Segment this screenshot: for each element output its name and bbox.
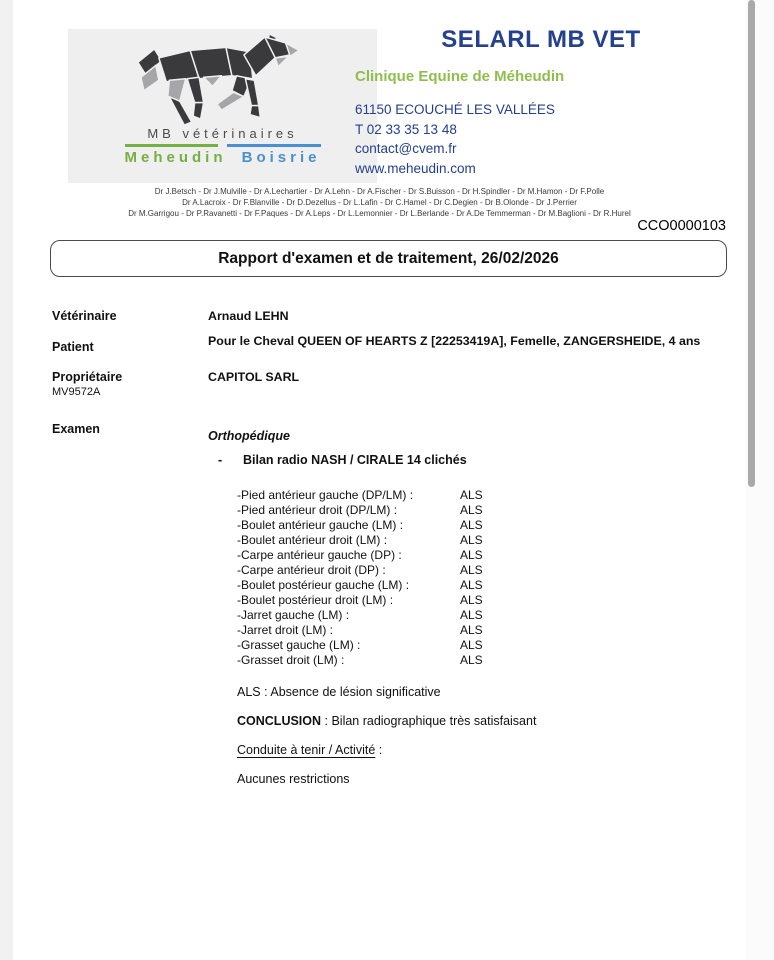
clinic-address: 61150 ECOUCHÉ LES VALLÉES [355,102,555,117]
exam-item-row [237,638,733,653]
exam-item-label: -Pied antérieur droit (DP/LM) : [237,503,398,517]
exam-bullet-item [218,453,733,467]
exam-item-value: ALS [460,518,483,532]
clinic-contact-block [355,100,727,178]
document-page [13,0,746,960]
exam-item-value: ALS [460,563,483,577]
org-name: SELARL MB VET [441,26,641,53]
exam-item-label: -Boulet antérieur droit (LM) : [237,533,388,547]
exam-item-value: ALS [460,653,483,667]
exam-item-row [237,653,733,668]
exam-item-value: ALS [460,623,483,637]
field-row-veterinarian [52,309,721,323]
logo-brand-names [125,149,321,166]
field-label: Vétérinaire [52,309,117,323]
exam-item-row [237,503,733,518]
doctors-list [13,186,746,219]
doctors-line: Dr M.Garrigou - Dr P.Ravanetti - Dr F.Paques - Dr A.Leps - Dr L.Lemonnier - Dr L.Berlande - Dr A.De Temmerman - Dr M.Baglioni - Dr R.Hurel [128,209,631,218]
exam-item-label: -Boulet antérieur gauche (LM) : [237,518,404,532]
conduct-suffix: : [375,743,383,757]
conclusion-label: CONCLUSION [237,714,322,728]
horse-logo-icon [97,34,349,128]
exam-item-row [237,593,733,608]
clinic-header [355,26,727,178]
exam-item-label: -Carpe antérieur gauche (DP) : [237,548,402,562]
bullet-dash: - [218,453,223,467]
exam-item-row [237,578,733,593]
field-value: CAPITOL SARL [208,370,300,384]
field-row-owner [52,370,721,398]
owner-code: MV9572A [52,386,101,398]
owner-label: Propriétaire [52,370,123,384]
activity-note: Aucunes restrictions [237,772,350,786]
conclusion-line [237,714,733,728]
exam-item-value: ALS [460,608,483,622]
exam-item-value: ALS [460,638,483,652]
clinic-email: contact@cvem.fr [355,141,457,156]
report-title-box [50,240,727,277]
field-value: Arnaud LEHN [208,309,289,323]
exam-item-row [237,548,733,563]
exam-item-row [237,563,733,578]
logo-brand-meheudin: Meheudin [124,149,227,166]
field-label: Examen [52,422,100,436]
exam-item-row [237,623,733,638]
logo-tagline: MB vétérinaires [147,126,298,141]
document-code: CCO0000103 [637,218,726,234]
exam-item-label: -Pied antérieur gauche (DP/LM) : [237,488,414,502]
exam-item-row [237,608,733,623]
exam-item-value: ALS [460,533,483,547]
exam-item-value: ALS [460,548,483,562]
exam-category: Orthopédique [208,429,290,443]
field-label [52,370,208,398]
exam-item-value: ALS [460,503,483,517]
scrollbar-thumb[interactable] [748,0,755,487]
field-row-patient [52,334,721,354]
exam-item-row [237,488,733,503]
conduct-label: Conduite à tenir / Activité [237,743,376,757]
conduct-line [237,743,733,757]
logo-underlines [125,144,321,147]
field-value: Pour le Cheval QUEEN OF HEARTS Z [22253419A], Femelle, ZANGERSHEIDE, 4 ans [208,334,701,348]
clinic-name: Clinique Equine de Méheudin [355,68,565,85]
doctors-line: Dr J.Betsch - Dr J.Mulville - Dr A.Lechartier - Dr A.Lehn - Dr A.Fischer - Dr S.Buisson - Dr H.Spindler - Dr M.Hamon - Dr F.Polle [154,187,605,196]
exam-item-label: -Grasset droit (LM) : [237,653,345,667]
exam-item-value: ALS [460,488,483,502]
scrollbar-track[interactable] [746,0,774,960]
clinic-logo [68,29,377,183]
exam-item-value: ALS [460,593,483,607]
logo-brand-boisrie: Boisrie [241,149,321,166]
logo-underline-blue [227,144,321,147]
conclusion-text: : Bilan radiographique très satisfaisant [321,714,537,728]
exam-items-list [237,488,733,668]
doctors-line: Dr A.Lacroix - Dr F.Blanville - Dr D.Dezellus - Dr L.Lafin - Dr C.Hamel - Dr C.Degien - Dr B.Olonde - Dr J.Perrier [182,198,577,207]
als-note: ALS : Absence de lésion significative [237,685,441,699]
report-title: Rapport d'examen et de traitement, 26/02/2026 [218,249,559,267]
exam-bullet-text: Bilan radio NASH / CIRALE 14 clichés [243,453,467,467]
clinic-website: www.meheudin.com [355,160,476,176]
exam-item-label: -Jarret gauche (LM) : [237,608,350,622]
exam-content [208,429,733,786]
clinic-phone: T 02 33 35 13 48 [355,121,457,137]
exam-item-value: ALS [460,578,483,592]
exam-item-label: -Grasset gauche (LM) : [237,638,361,652]
exam-item-label: -Boulet postérieur droit (LM) : [237,593,394,607]
exam-item-label: -Carpe antérieur droit (DP) : [237,563,386,577]
exam-item-row [237,518,733,533]
field-label: Patient [52,340,94,354]
exam-item-label: -Jarret droit (LM) : [237,623,334,637]
exam-item-label: -Boulet postérieur gauche (LM) : [237,578,410,592]
exam-item-row [237,533,733,548]
logo-underline-green [125,144,219,147]
